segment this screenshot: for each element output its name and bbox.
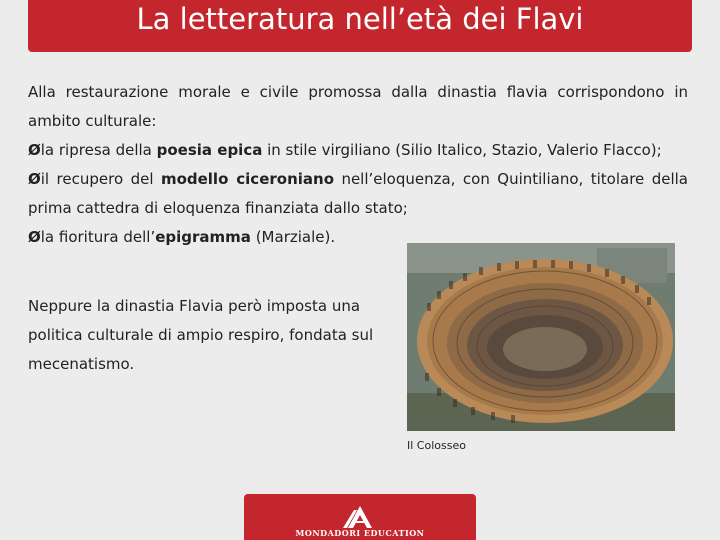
bullet-text: il recupero del bbox=[40, 170, 161, 188]
arrow-bullet-icon: Ø bbox=[28, 141, 41, 159]
footer-brand-text: MONDADORI EDUCATION bbox=[295, 528, 425, 538]
image-caption: Il Colosseo bbox=[407, 439, 466, 452]
bullet-text: nell’eloquenza, con Quintiliano, titolare della prima cattedra di eloquenza finanziata dallo stato; bbox=[28, 170, 688, 217]
slide-title: La letteratura nell’età dei Flavi bbox=[136, 2, 584, 36]
footer-logo-bar bbox=[244, 494, 476, 540]
bullet-item bbox=[28, 136, 688, 165]
intro-paragraph: Alla restaurazione morale e civile promossa dalla dinastia flavia corrispondono in ambito culturale: bbox=[28, 83, 688, 130]
slide-content bbox=[28, 78, 688, 252]
bullet-text: (Marziale). bbox=[250, 228, 336, 246]
bullet-text: in stile virgiliano (Silio Italico, Stazio, Valerio Flacco); bbox=[262, 141, 662, 159]
bullet-keyword: poesia epica bbox=[156, 141, 263, 159]
closing-paragraph: Neppure la dinastia Flavia però imposta una politica culturale di ampio respiro, fondata sul mecenatismo. bbox=[28, 297, 374, 373]
bullet-keyword: modello ciceroniano bbox=[160, 170, 334, 188]
mondadori-logo-icon bbox=[340, 504, 380, 528]
bullet-keyword: epigramma bbox=[155, 228, 251, 246]
colosseum-illustration bbox=[407, 243, 675, 431]
colosseum-photo bbox=[407, 243, 675, 431]
bullet-item bbox=[28, 165, 688, 223]
title-bar bbox=[28, 0, 692, 52]
bullet-text: la ripresa della bbox=[40, 141, 157, 159]
arrow-bullet-icon: Ø bbox=[28, 170, 41, 188]
arrow-bullet-icon: Ø bbox=[28, 228, 41, 246]
bullet-text: la fioritura dell’ bbox=[40, 228, 156, 246]
